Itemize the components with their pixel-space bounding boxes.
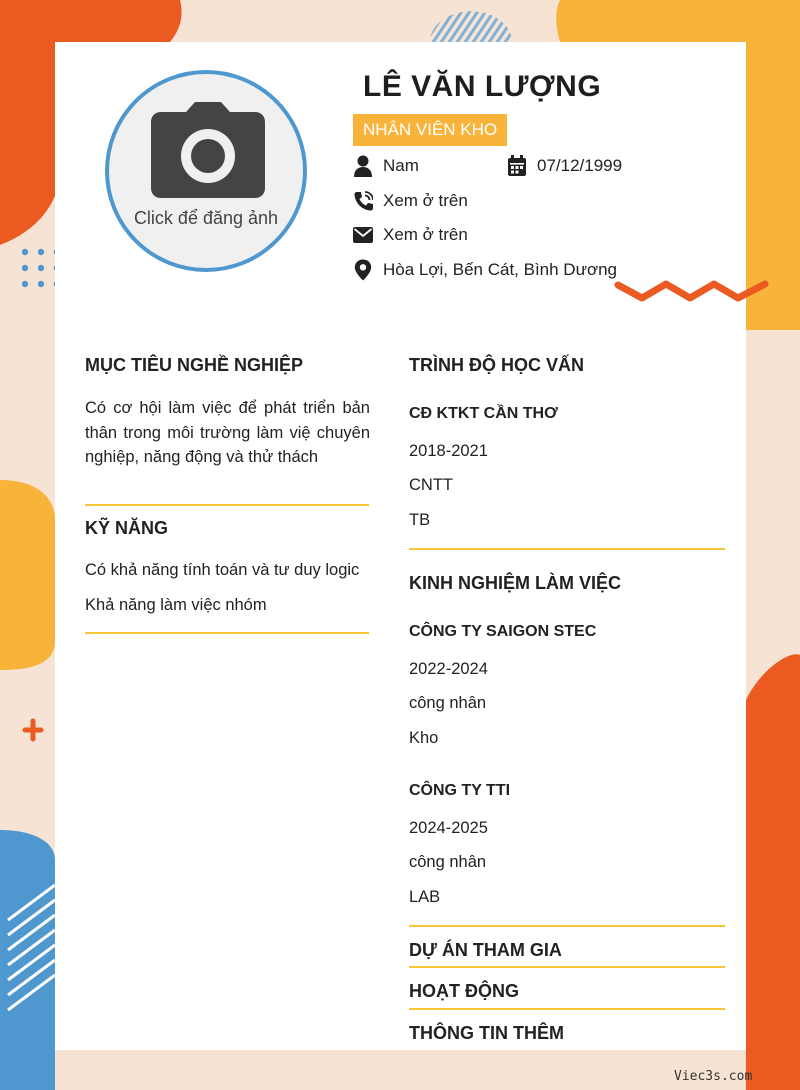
person-icon [353, 155, 373, 177]
experience-period: 2024-2025 [409, 819, 488, 837]
envelope-icon [353, 224, 373, 246]
phone-value: Xem ở trên [383, 191, 468, 210]
education-school: CĐ KTKT CẦN THƠ [409, 405, 558, 422]
experience-title: KINH NGHIỆM LÀM VIỆC [409, 573, 622, 593]
contact-phone [353, 190, 468, 212]
peach-blob-bottom [55, 1050, 746, 1090]
additional-info-title: THÔNG TIN THÊM [409, 1023, 564, 1043]
divider [85, 504, 369, 506]
candidate-name: LÊ VĂN LƯỢNG [363, 70, 602, 103]
projects-title: DỰ ÁN THAM GIA [409, 940, 562, 960]
objective-title: MỤC TIÊU NGHỀ NGHIỆP [85, 355, 304, 375]
watermark: Viec3s.com [674, 1069, 753, 1084]
profile-photo-upload[interactable] [105, 70, 307, 272]
objective-text: Có cơ hội làm việc để phát triển bản thân trong môi trường làm việ chuyên nghiệp, năng động và thử thách [85, 399, 370, 466]
contact-dob [507, 155, 622, 177]
experience-position: công nhân [409, 694, 487, 712]
skill-item: Có khả năng tính toán và tư duy logic [85, 561, 360, 579]
dob-value: 07/12/1999 [537, 156, 623, 175]
gender-value: Nam [383, 156, 419, 175]
divider [409, 966, 725, 968]
yellow-semicircle-left [0, 480, 55, 670]
divider [85, 632, 369, 634]
experience-position: công nhân [409, 853, 487, 871]
phone-icon [353, 190, 373, 212]
contact-gender [353, 155, 419, 177]
plus-decoration [25, 721, 41, 739]
camera-icon [151, 100, 265, 200]
education-grade: TB [409, 511, 431, 529]
experience-company: CÔNG TY SAIGON STEC [409, 623, 597, 640]
job-title-badge: NHÂN VIÊN KHO [353, 114, 507, 146]
location-pin-icon [353, 259, 373, 281]
email-value: Xem ở trên [383, 225, 468, 244]
activities-title: HOẠT ĐỘNG [409, 981, 519, 1001]
divider [409, 1008, 725, 1010]
address-value: Hòa Lợi, Bến Cát, Bình Dương [383, 260, 618, 279]
experience-dept: LAB [409, 888, 441, 906]
skills-title: KỸ NĂNG [85, 518, 169, 538]
calendar-icon [507, 155, 527, 177]
education-title: TRÌNH ĐỘ HỌC VẤN [409, 355, 584, 375]
divider [409, 925, 725, 927]
education-major: CNTT [409, 476, 453, 494]
photo-caption: Click để đăng ảnh [133, 208, 279, 228]
experience-company: CÔNG TY TTI [409, 782, 511, 799]
divider [409, 548, 725, 550]
contact-address [353, 259, 617, 281]
experience-period: 2022-2024 [409, 660, 488, 678]
skill-item: Khả năng làm việc nhóm [85, 596, 267, 614]
contact-email [353, 224, 468, 246]
experience-dept: Kho [409, 729, 439, 747]
education-period: 2018-2021 [409, 442, 488, 460]
